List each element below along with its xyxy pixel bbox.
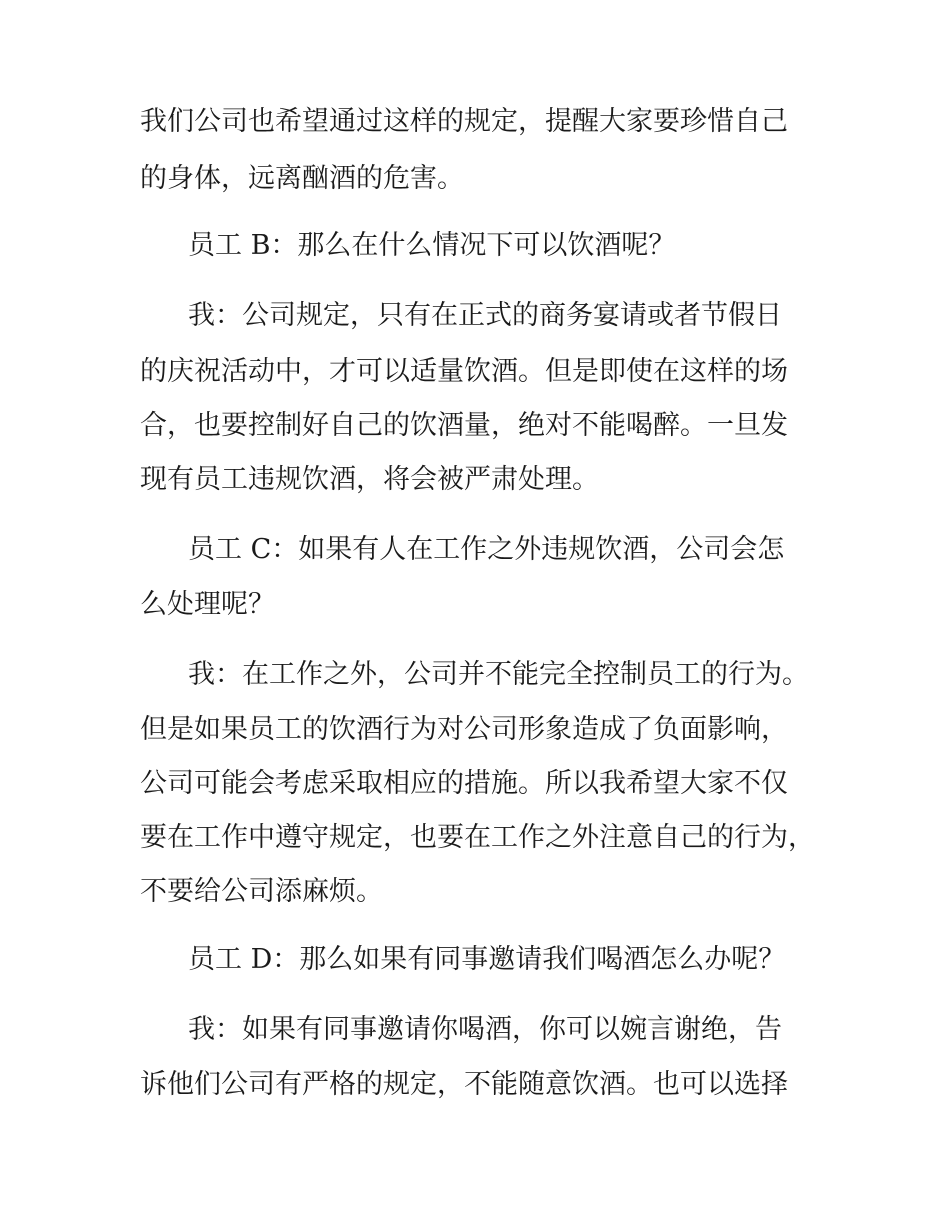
paragraph-line: 要在工作中遵守规定，也要在工作之外注意自己的行为， — [140, 822, 815, 853]
paragraph-line: 我们公司也希望通过这样的规定，提醒大家要珍惜自己 — [140, 106, 788, 137]
paragraph-line: 公司可能会考虑采取相应的措施。所以我希望大家不仅 — [140, 768, 788, 799]
paragraph-line: 我：如果有同事邀请你喝酒，你可以婉言谢绝，告 — [188, 1014, 782, 1045]
paragraph-line: 诉他们公司有严格的规定，不能随意饮酒。也可以选择 — [140, 1069, 788, 1100]
paragraph-line: 但是如果员工的饮酒行为对公司形象造成了负面影响， — [140, 714, 788, 745]
paragraph-line: 员工 B：那么在什么情况下可以饮酒呢？ — [188, 230, 676, 261]
paragraph-line: 员工 D：那么如果有同事邀请我们喝酒怎么办呢？ — [188, 944, 786, 975]
paragraph-line: 的身体，远离酗酒的危害。 — [140, 163, 464, 194]
paragraph-line: 现有员工违规饮酒，将会被严肃处理。 — [140, 464, 599, 495]
paragraph-line: 的庆祝活动中，才可以适量饮酒。但是即使在这样的场 — [140, 356, 788, 387]
paragraph-line: 员工 C：如果有人在工作之外违规饮酒，公司会怎 — [188, 534, 785, 565]
paragraph-line: 合，也要控制好自己的饮酒量，绝对不能喝醉。一旦发 — [140, 410, 788, 441]
paragraph-line: 我：在工作之外，公司并不能完全控制员工的行为。 — [188, 659, 809, 690]
paragraph-line: 不要给公司添麻烦。 — [140, 876, 383, 907]
paragraph-line: 我：公司规定，只有在正式的商务宴请或者节假日 — [188, 300, 782, 331]
paragraph-line: 么处理呢？ — [140, 589, 275, 620]
